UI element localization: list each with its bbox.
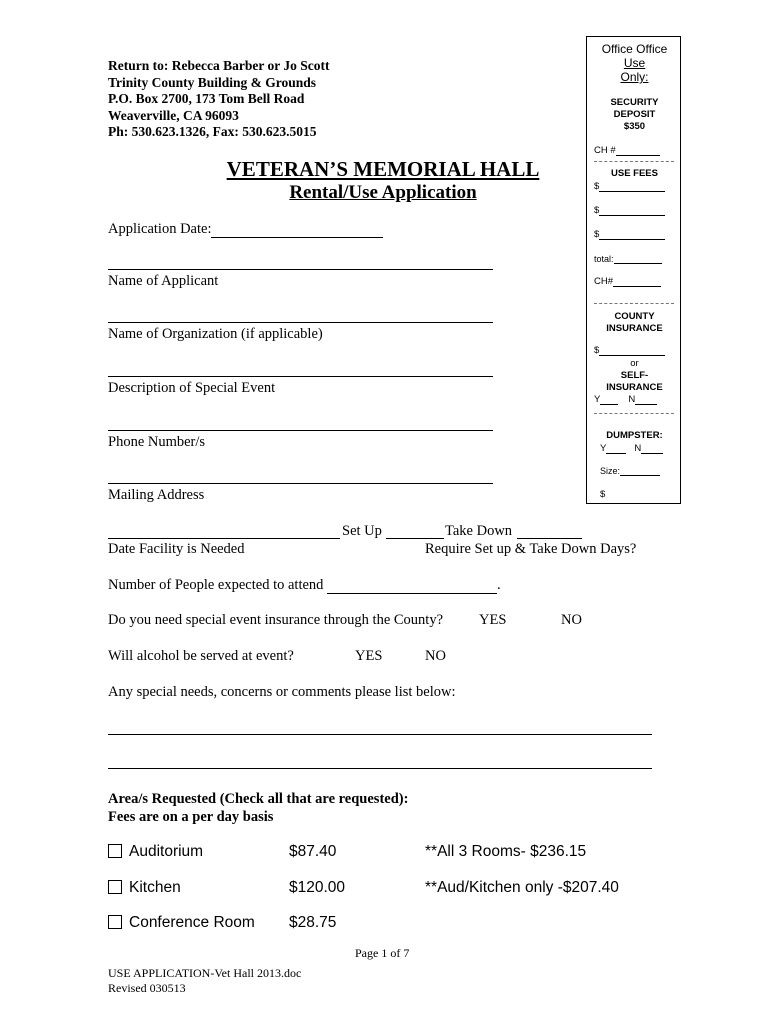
return-line-1: Return to: Rebecca Barber or Jo Scott <box>108 58 330 73</box>
require-days-label: Require Set up & Take Down Days? <box>425 541 637 557</box>
comments-line-1[interactable] <box>108 734 652 735</box>
return-line-5: Ph: 530.623.1326, Fax: 530.623.5015 <box>108 124 317 139</box>
room-name: Auditorium <box>129 843 204 860</box>
room-fee: $120.00 <box>289 879 346 896</box>
ch2-field[interactable]: CH# <box>594 276 661 287</box>
application-date-label: Application Date: <box>108 221 212 237</box>
fees-per-day: Fees are on a per day basis <box>108 809 274 825</box>
alcohol-yes[interactable]: YES <box>355 648 383 664</box>
application-date-field[interactable] <box>108 221 383 238</box>
form-subtitle: Rental/Use Application <box>289 182 477 203</box>
dumpster-fee[interactable]: $ <box>600 489 606 500</box>
organization-line[interactable] <box>108 322 493 323</box>
office-heading-2: Use <box>623 56 646 70</box>
take-down-line[interactable] <box>517 538 582 539</box>
office-use-box <box>586 36 681 504</box>
dumpster-label: DUMPSTER: <box>606 430 663 441</box>
auditorium-checkbox[interactable] <box>108 844 122 858</box>
divider <box>594 161 674 162</box>
security-label-2: DEPOSIT <box>613 109 656 120</box>
special-needs-label: Any special needs, concerns or comments please list below: <box>108 684 456 700</box>
or-label: or <box>630 358 639 369</box>
dumpster-yn[interactable]: Y N <box>600 443 663 454</box>
areas-heading: Area/s Requested (Check all that are requested): <box>108 791 409 807</box>
date-needed-line[interactable] <box>108 538 340 539</box>
footer-revised: Revised 030513 <box>108 981 186 995</box>
set-up-line[interactable] <box>386 538 444 539</box>
set-up-label: Set Up <box>342 523 382 539</box>
security-label-1: SECURITY <box>610 97 659 108</box>
room-note: **Aud/Kitchen only -$207.40 <box>425 879 619 896</box>
people-label: Number of People expected to attend <box>108 577 324 593</box>
date-needed-label: Date Facility is Needed <box>108 541 245 557</box>
insurance-question: Do you need special event insurance through the County? <box>108 612 444 628</box>
room-fee: $28.75 <box>289 914 337 931</box>
phone-label: Phone Number/s <box>108 434 206 450</box>
return-line-2: Trinity County Building & Grounds <box>108 74 317 90</box>
return-line-4: Weaverville, CA 96093 <box>108 107 239 123</box>
use-fee-2[interactable]: $ <box>594 205 665 216</box>
event-line[interactable] <box>108 376 493 377</box>
footer-filename: USE APPLICATION-Vet Hall 2013.doc <box>108 966 302 980</box>
return-line-3: P.O. Box 2700, 173 Tom Bell Road <box>108 91 305 106</box>
room-fee: $87.40 <box>289 843 337 860</box>
insurance-no[interactable]: NO <box>561 612 582 628</box>
applicant-line[interactable] <box>108 269 493 270</box>
alcohol-no[interactable]: NO <box>425 648 446 664</box>
ch-label: CH # <box>594 145 616 156</box>
self-label-1: SELF- <box>620 370 649 381</box>
size-field[interactable]: Size: <box>600 465 660 476</box>
phone-line[interactable] <box>108 430 493 431</box>
county-fee[interactable]: $ <box>594 345 665 356</box>
total-field[interactable]: total: <box>594 253 662 264</box>
organization-label: Name of Organization (if applicable) <box>108 326 323 342</box>
room-name: Kitchen <box>129 879 181 896</box>
self-insurance-yn[interactable]: Y N <box>594 394 657 405</box>
return-address <box>108 58 329 141</box>
mailing-line[interactable] <box>108 483 493 484</box>
room-note: **All 3 Rooms- $236.15 <box>425 843 587 860</box>
mailing-label: Mailing Address <box>108 487 205 503</box>
applicant-label: Name of Applicant <box>108 273 219 289</box>
alcohol-question: Will alcohol be served at event? <box>108 648 294 664</box>
conference-room-checkbox[interactable] <box>108 915 122 929</box>
kitchen-checkbox[interactable] <box>108 880 122 894</box>
page-number: Page 1 of 7 <box>355 946 410 960</box>
use-fee-3[interactable]: $ <box>594 229 665 240</box>
take-down-label: Take Down <box>445 523 513 539</box>
county-label-2: INSURANCE <box>606 323 663 334</box>
use-fee-1[interactable]: $ <box>594 181 665 192</box>
divider <box>594 303 674 304</box>
office-heading-3: Only: <box>620 70 649 84</box>
comments-line-2[interactable] <box>108 768 652 769</box>
self-label-2: INSURANCE <box>606 382 663 393</box>
divider <box>594 413 674 414</box>
event-label: Description of Special Event <box>108 380 276 396</box>
ch-field[interactable] <box>594 145 660 156</box>
form-title: VETERAN’S MEMORIAL HALL <box>226 157 540 181</box>
county-label-1: COUNTY <box>614 311 655 322</box>
office-heading-1: Office Office <box>601 42 668 56</box>
security-amount: $350 <box>623 121 646 132</box>
insurance-yes[interactable]: YES <box>479 612 507 628</box>
use-fees-label: USE FEES <box>611 168 658 179</box>
people-field[interactable]: Number of People expected to attend . <box>108 577 501 593</box>
room-name: Conference Room <box>129 914 255 931</box>
